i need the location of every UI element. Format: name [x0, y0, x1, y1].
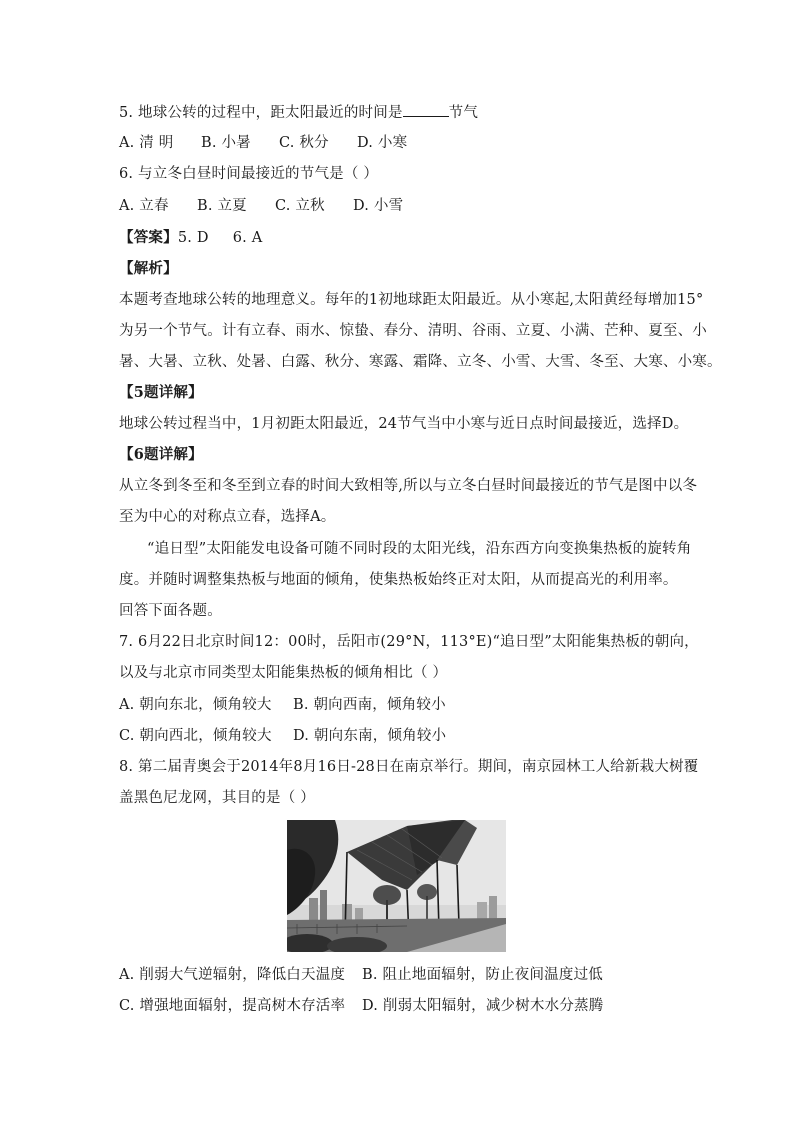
passage-line-1: “追日型”太阳能发电设备可随不同时段的太阳光线，沿东西方向变换集热板的旋转角 [147, 541, 692, 557]
shade-net-photo-graphic [287, 820, 506, 952]
detail5-label: 【5题详解】 [119, 384, 203, 401]
detail6-line-1: 从立冬到冬至和冬至到立春的时间大致相等,所以与立冬白昼时间最接近的节气是图中以冬 [119, 478, 698, 494]
q6-option-d: D. 小雪 [353, 198, 404, 214]
passage-line-3: 回答下面各题。 [119, 603, 222, 619]
detail5-text: 地球公转过程当中，1月初距太阳最近，24节气当中小寒与近日点时间最接近，选择D。 [119, 416, 689, 432]
q5-option-c: C. 秋分 [279, 135, 329, 151]
q5-options [119, 133, 407, 153]
q5-option-a: A. 清 明 [119, 135, 174, 151]
q8-option-b: B. 阻止地面辐射，防止夜间温度过低 [362, 967, 603, 983]
q5-stem [119, 102, 478, 123]
q5-option-b: B. 小暑 [201, 135, 251, 151]
q7-options-row-1 [119, 695, 446, 715]
answer-line [119, 228, 262, 248]
answer-text: 5. D 6. A [177, 230, 263, 246]
q7-option-c: C. 朝向西北，倾角较大 [119, 728, 272, 744]
q8-options-row-2 [119, 996, 603, 1016]
q6-option-a: A. 立春 [119, 198, 169, 214]
q7-options-row-2 [119, 726, 446, 746]
q8-options-row-1 [119, 965, 603, 985]
analysis-line-2: 为另一个节气。计有立春、雨水、惊蛰、春分、清明、谷雨、立夏、小满、芒种、夏至、小 [119, 323, 707, 339]
analysis-label: 【解析】 [119, 260, 178, 277]
detail6-label: 【6题详解】 [119, 446, 203, 463]
q7-stem-line-2: 以及与北京市同类型太阳能集热板的倾角相比（ ） [119, 665, 448, 681]
analysis-line-3: 暑、大暑、立秋、处暑、白露、秋分、寒露、霜降、立冬、小雪、大雪、冬至、大寒、小寒。 [119, 354, 722, 370]
q5-stem-text: 5. 地球公转的过程中，距太阳最近的时间是 [119, 105, 403, 121]
q8-stem-line-1: 8. 第二届青奥会于2014年8月16日-28日在南京举行。期间，南京园林工人给新栽大树覆 [119, 759, 699, 775]
q5-blank [403, 102, 449, 117]
q6-options [119, 196, 403, 216]
q5-option-d: D. 小寒 [357, 135, 408, 151]
q7-option-d: D. 朝向东南，倾角较小 [293, 728, 447, 744]
shade-net-photo [287, 820, 506, 952]
q7-stem-line-1: 7. 6月22日北京时间12：00时，岳阳市(29°N，113°E)“追日型”太阳能集热板的朝向， [119, 634, 699, 650]
q6-option-c: C. 立秋 [275, 198, 325, 214]
q7-option-b: B. 朝向西南，倾角较小 [293, 697, 446, 713]
q6-option-b: B. 立夏 [197, 198, 247, 214]
q5-stem-tail: 节气 [448, 105, 479, 121]
q6-stem: 6. 与立冬白昼时间最接近的节气是（ ） [119, 166, 379, 182]
q7-option-a: A. 朝向东北，倾角较大 [119, 697, 272, 713]
detail6-line-2: 至为中心的对称点立春，选择A。 [119, 509, 336, 525]
analysis-line-1: 本题考查地球公转的地理意义。每年的1初地球距太阳最近。从小寒起,太阳黄经每增加15° [119, 292, 704, 308]
q8-option-c: C. 增强地面辐射，提高树木存活率 [119, 998, 346, 1014]
q8-stem-line-2: 盖黑色尼龙网，其目的是（ ） [119, 790, 315, 806]
passage-line-2: 度。并随时调整集热板与地面的倾角，使集热板始终正对太阳，从而提高光的利用率。 [119, 572, 678, 588]
q8-option-d: D. 削弱太阳辐射，减少树木水分蒸腾 [362, 998, 604, 1014]
q8-option-a: A. 削弱大气逆辐射，降低白天温度 [119, 967, 346, 983]
answer-label: 【答案】 [119, 229, 178, 246]
